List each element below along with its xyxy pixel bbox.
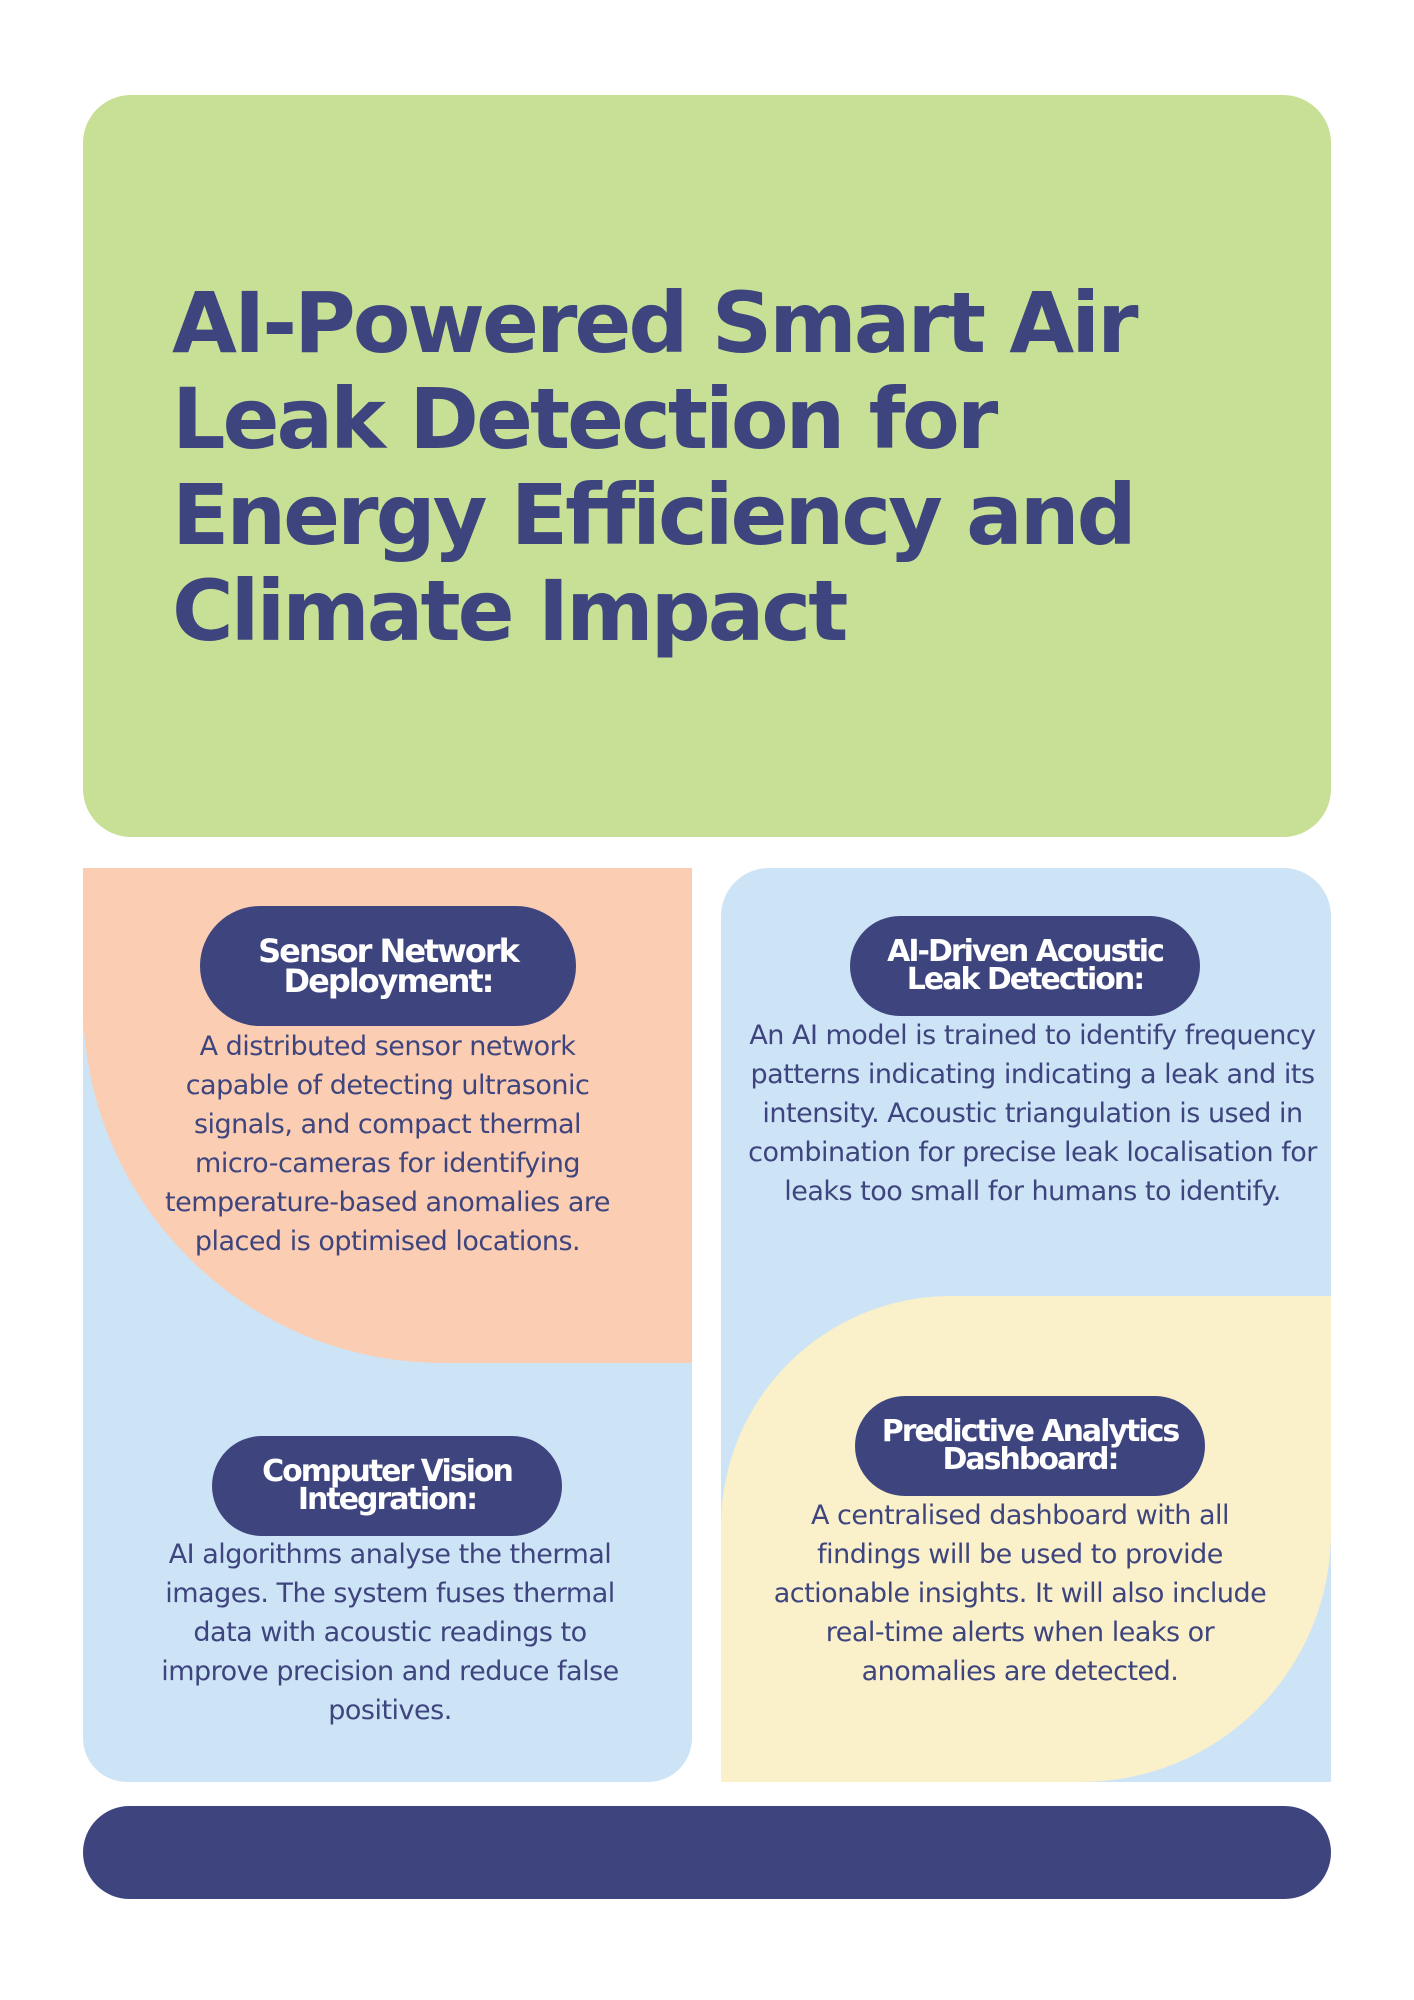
analytics-heading-pill [855,1396,1205,1496]
sensor-heading-pill [200,906,576,1026]
footer-bar [83,1806,1331,1899]
page-title: AI-Powered Smart Air Leak Detection for Energy Efficiency and Climate Impact [172,274,1136,660]
acoustic-heading-line2: Leak Detection: [906,962,1144,997]
sensor-description: A distributed sensor network capable of detecting ultrasonic signals, and compact thermal micro-cameras for identifying temperature-based anomalies are placed is optimised locations. [165,1031,610,1257]
acoustic-description: An AI model is trained to identify frequency patterns indicating indicating a leak and its intensity. Acoustic triangulation is used in combination for precise leak localisation for leaks too small for humans to identify. [748,1020,1317,1207]
vision-heading-line2: Integration: [297,1482,477,1517]
analytics-heading-line2: Dashboard: [942,1442,1118,1477]
acoustic-heading-line1: AI-Driven Acoustic [887,934,1163,969]
sensor-heading-line1: Sensor Network [258,932,518,970]
analytics-description: A centralised dashboard with all findings will be used to provide actionable insights. It will also include real-time alerts when leaks or anomalies are detected. [773,1500,1267,1687]
analytics-heading-line1: Predictive Analytics [881,1414,1179,1449]
vision-description: AI algorithms analyse the thermal images. The system fuses thermal data with acoustic readings to improve precision and reduce false positives. [161,1539,619,1726]
acoustic-heading-pill [850,916,1200,1016]
vision-heading-pill [212,1436,562,1536]
sensor-heading-line2: Deployment: [283,962,493,1000]
vision-heading-line1: Computer Vision [262,1454,512,1489]
